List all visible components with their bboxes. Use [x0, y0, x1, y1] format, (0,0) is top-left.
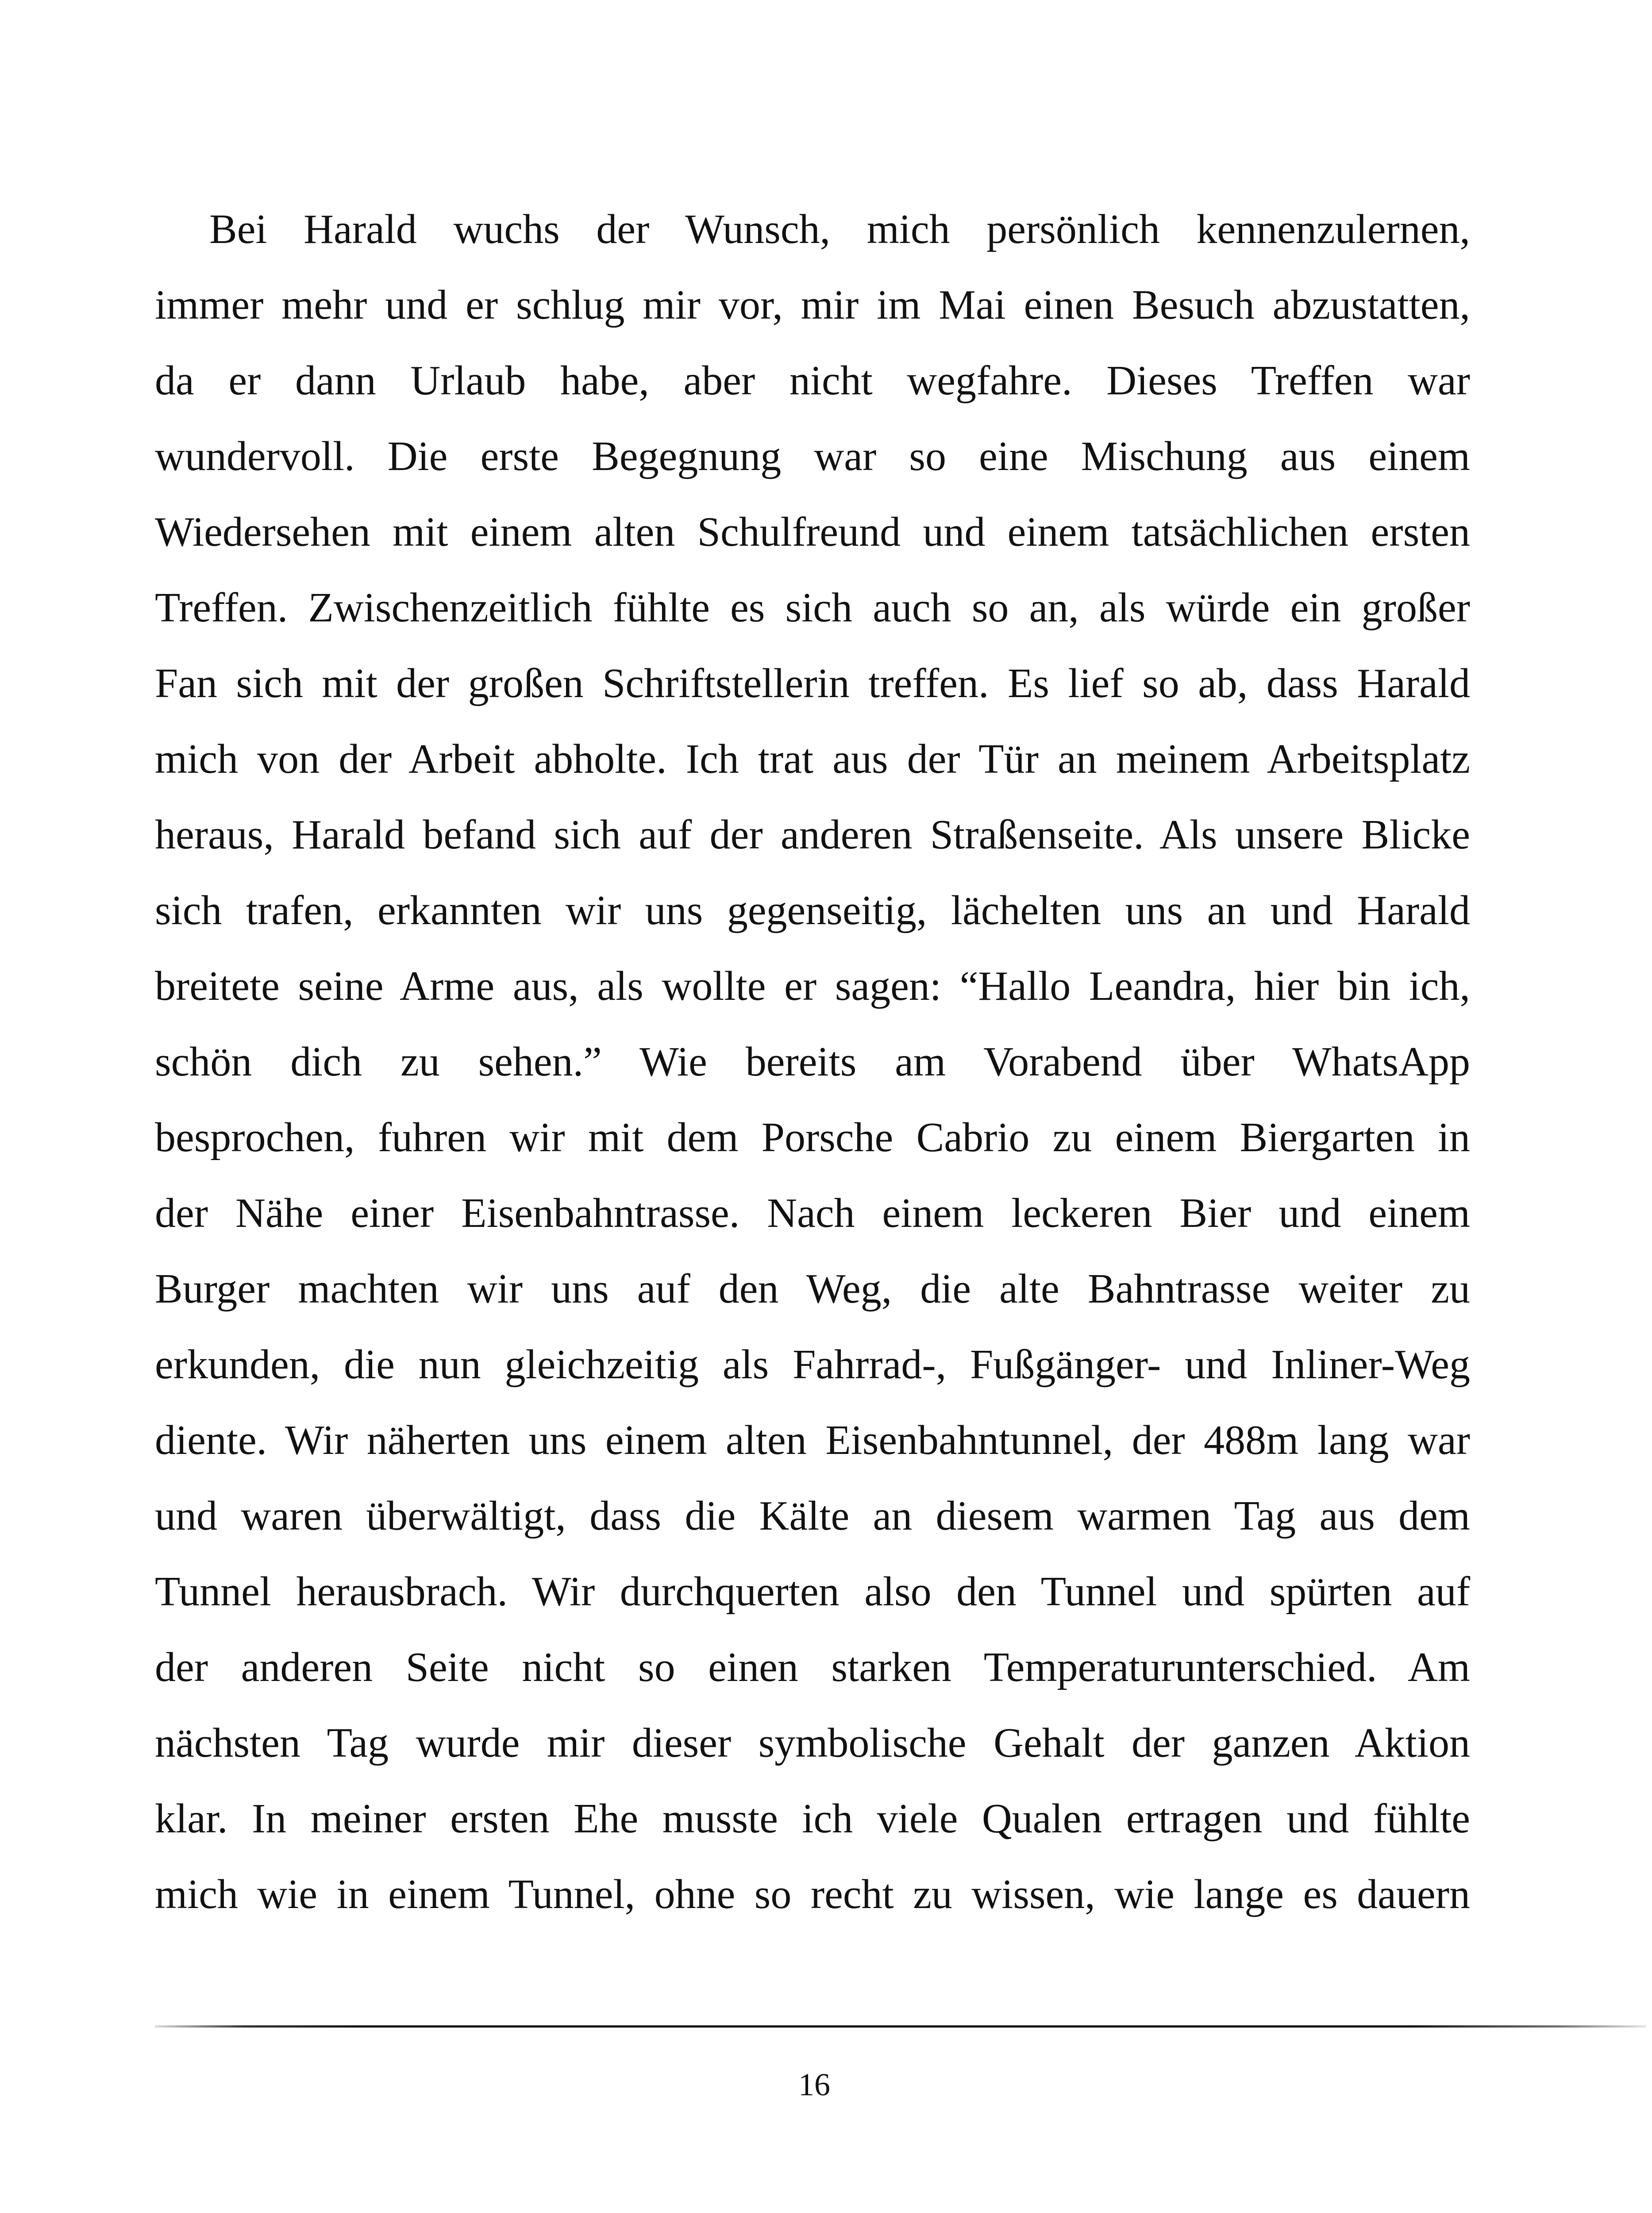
text-line: heraus, Harald befand sich auf der anderen Straßenseite. Als unsere Blicke — [155, 812, 1470, 858]
text-line: sich trafen, erkannten wir uns gegenseitig, lächelten uns an und Harald — [155, 887, 1470, 933]
text-line: erkunden, die nun gleichzeitig als Fahrrad-, Fußgänger- und Inliner-Weg — [155, 1342, 1470, 1388]
text-line: Tunnel herausbrach. Wir durchquerten also den Tunnel und spürten auf — [155, 1569, 1470, 1615]
text-line: besprochen, fuhren wir mit dem Porsche Cabrio zu einem Biergarten in — [155, 1114, 1470, 1160]
text-line: und waren überwältigt, dass die Kälte an diesem warmen Tag aus dem — [155, 1493, 1470, 1539]
text-line: mich von der Arbeit abholte. Ich trat aus der Tür an meinem Arbeitsplatz — [155, 736, 1470, 782]
text-line: breitete seine Arme aus, als wollte er sagen: “Hallo Leandra, hier bin ich, — [155, 963, 1470, 1009]
text-line: nächsten Tag wurde mir dieser symbolische Gehalt der ganzen Aktion — [155, 1720, 1470, 1766]
footer-divider — [155, 2025, 1646, 2028]
text-line: mich wie in einem Tunnel, ohne so recht zu wissen, wie lange es dauern — [155, 1871, 1470, 1917]
text-line: der Nähe einer Eisenbahntrasse. Nach einem leckeren Bier und einem — [155, 1190, 1470, 1236]
text-line: Treffen. Zwischenzeitlich fühlte es sich auch so an, als würde ein großer — [155, 585, 1470, 631]
text-line: Wiedersehen mit einem alten Schulfreund und einem tatsächlichen ersten — [155, 509, 1470, 555]
text-line: immer mehr und er schlug mir vor, mir im Mai einen Besuch abzustatten, — [155, 282, 1470, 328]
body-paragraph — [155, 192, 1470, 1932]
page-number: 16 — [798, 2067, 830, 2102]
text-line: schön dich zu sehen.” Wie bereits am Vorabend über WhatsApp — [155, 1039, 1470, 1085]
text-line: der anderen Seite nicht so einen starken Temperaturunterschied. Am — [155, 1644, 1470, 1690]
text-line: da er dann Urlaub habe, aber nicht wegfahre. Dieses Treffen war — [155, 358, 1470, 404]
text-line: wundervoll. Die erste Begegnung war so eine Mischung aus einem — [155, 433, 1470, 479]
text-line: Fan sich mit der großen Schriftstellerin treffen. Es lief so ab, dass Harald — [155, 660, 1470, 706]
text-line: Burger machten wir uns auf den Weg, die alte Bahntrasse weiter zu — [155, 1266, 1470, 1312]
text-line: diente. Wir näherten uns einem alten Eisenbahntunnel, der 488m lang war — [155, 1417, 1470, 1463]
text-line: Bei Harald wuchs der Wunsch, mich persönlich kennenzulernen, — [209, 206, 1470, 252]
text-line: klar. In meiner ersten Ehe musste ich viele Qualen ertragen und fühlte — [155, 1796, 1470, 1842]
